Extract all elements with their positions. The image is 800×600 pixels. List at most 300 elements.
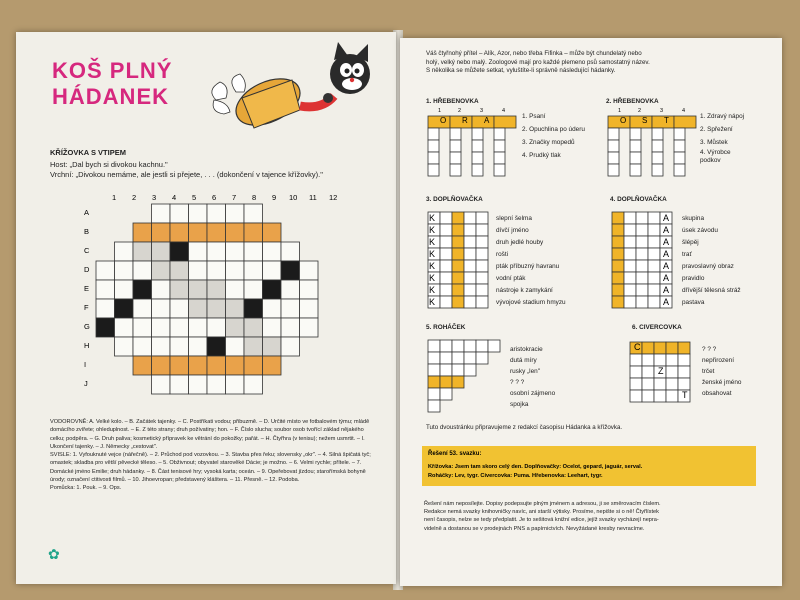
left-page: [16, 32, 396, 584]
staircase-cell: [476, 340, 488, 352]
crossword-cell: [263, 280, 282, 299]
crossword-cell: [207, 299, 226, 318]
clue: úsek závodu: [682, 227, 718, 234]
staircase-cell: [440, 388, 452, 400]
comb-tooth-cell: [428, 164, 439, 176]
comb-top-cell: [652, 116, 674, 128]
fill-cell: [624, 296, 636, 308]
comb-tooth-cell: [494, 128, 505, 140]
crossword-cell: [96, 261, 115, 280]
fill-cell: [476, 284, 488, 296]
puzzle-3-letters: [429, 212, 435, 308]
credit-line: Tuto dvoustránku připravujeme z redakcí časopisu Hádanka a křížovka.: [426, 424, 623, 431]
fill-cell: [464, 224, 476, 236]
row-letter: E: [84, 284, 90, 293]
grid-letter: A: [663, 249, 670, 259]
crossword-cell: [115, 337, 134, 356]
staircase-cell: [428, 376, 440, 388]
col-number: 8: [252, 193, 257, 202]
comb-number: 3: [480, 108, 484, 114]
crossword-cell: [300, 318, 319, 337]
grid-letter: A: [484, 116, 490, 125]
fill-cell: [648, 272, 660, 284]
comb-tooth-cell: [630, 164, 641, 176]
comb-tooth-cell: [494, 164, 505, 176]
crossword-clues: [50, 418, 374, 493]
clue: 2. Opuchlina po úderu: [522, 126, 585, 133]
staircase-cell: [428, 352, 440, 364]
crossword-cell: [189, 299, 208, 318]
fill-cell: [452, 236, 464, 248]
fill-cell: [612, 296, 624, 308]
grid-letter: O: [620, 116, 627, 125]
crossword-cell: [170, 337, 189, 356]
fill-cell: [464, 236, 476, 248]
staircase-cell: [428, 400, 440, 412]
grid-letter: A: [663, 225, 670, 235]
row-letter: A: [84, 208, 90, 217]
staircase-cell: [452, 364, 464, 376]
fill-cell: [612, 236, 624, 248]
fill-cell: [440, 224, 452, 236]
crossword-heading: KŘÍŽOVKA S VTIPEM: [50, 148, 126, 157]
comb-tooth-cell: [450, 152, 461, 164]
fill-cell: [624, 260, 636, 272]
puzzle-3-clues: [496, 213, 566, 309]
fill-cell: [636, 248, 648, 260]
crossword-cell: [244, 204, 263, 223]
crossword-cell: [226, 280, 245, 299]
clue: nepřirození: [702, 357, 734, 364]
grid-letter: T: [664, 116, 669, 125]
clues-vertical: SVISLE: 1. Vyfouknuté vejce (nářečně). – 2. Průchod pod vozovkou. – 3. Stavba přes řeku; slovensky „okr". – 4. Silná špičatá tyč; omastek; skladba pro větší pěvecké těleso. – 5. Obživnout; obyvatel starověké Dácie; je možno. – 6. Velmi rychle; přítele. – 7. Domácké jméno Emilie; druh hádanky. – 8. Část tenisové hry; vysoká karta; oceán. – 9. Opeřebovat jízdou; starořímská bohyně úrody; označení ctitivosti filmů. – 10. Jihoevropan; představený kláštera. – 11. Přesně. – 12. Podoba.: [50, 452, 371, 484]
crossword-cell: [207, 242, 226, 261]
crossword-cell: [96, 318, 115, 337]
crossword-cell: [115, 242, 134, 261]
clue: pastava: [682, 299, 705, 306]
row-letter: H: [84, 341, 90, 350]
crossword-cell: [170, 280, 189, 299]
comb-tooth-cell: [494, 140, 505, 152]
col-number: 10: [289, 193, 298, 202]
crossword-cell: [263, 261, 282, 280]
grid-letter: K: [429, 225, 436, 235]
fill-cell: [612, 272, 624, 284]
cat-illustration: [196, 40, 386, 150]
puzzle-1-title: 1. HŘEBENOVKA: [426, 98, 479, 105]
fill-cell: [452, 248, 464, 260]
grid-letter: C: [634, 342, 641, 352]
grid-letter: A: [663, 273, 670, 283]
col-number: 9: [272, 193, 277, 202]
fill-cell: [612, 212, 624, 224]
footer-line: videlně a dostanou se v prodejnách PNS a papírnictvích. Nevyžádané kresby nevracíme.: [424, 525, 645, 532]
clue: vývojové stadium hmyzu: [496, 299, 566, 306]
crossword-cell: [152, 375, 171, 394]
staircase-cell: [428, 388, 440, 400]
puzzle-6-letters: [632, 342, 694, 404]
grid-letter: K: [429, 249, 436, 259]
staircase-cell: [440, 340, 452, 352]
staircase-cell: [464, 364, 476, 376]
crossword-cell: [263, 242, 282, 261]
staircase-cell: [440, 364, 452, 376]
comb-tooth-cell: [674, 140, 685, 152]
puzzle-4-clues: [682, 213, 741, 309]
crossword-cell: [207, 337, 226, 356]
crossword-cell: [207, 261, 226, 280]
clue: pravidlo: [682, 275, 705, 282]
col-number: 7: [232, 193, 237, 202]
solution-box: [422, 446, 756, 486]
footer-line: Řešení nám neposílejte. Dopisy podepsujte plným jménem a adresou, ji se směrovacím číslem.: [424, 501, 661, 507]
staircase-cell: [428, 340, 440, 352]
comb-tooth-cell: [450, 140, 461, 152]
clue: 4. Výrobce podkov: [700, 149, 731, 164]
comb-tooth-cell: [608, 140, 619, 152]
crossword-cell: [189, 280, 208, 299]
comb-top-cell: [494, 116, 516, 128]
comb-tooth-cell: [674, 152, 685, 164]
solution-line-2: Roháčky: Lev, tygr. Civercovka: Puma. Hřebenovka: Leehart, tygr.: [428, 473, 603, 479]
comb-top-cell: [630, 116, 652, 128]
grid-letter: A: [663, 237, 670, 247]
comb-tooth-cell: [450, 128, 461, 140]
footer-line: Redakce nemá svazky knihovničky navíc, ani starší výtisky. Prosíme, nepište si o ně! Čtyřlístek: [424, 509, 659, 516]
fill-cell: [464, 248, 476, 260]
fill-cell: [452, 212, 464, 224]
clue: pravoslavný obraz: [682, 263, 734, 270]
crossword-cell: [207, 223, 226, 242]
comb-top-cell: [674, 116, 696, 128]
crossword-cell: [189, 242, 208, 261]
puzzle-2-title: 2. HŘEBENOVKA: [606, 98, 659, 105]
crossword-cell: [244, 375, 263, 394]
crossword-cell: [226, 261, 245, 280]
footer-line: není časopis, nelze se tedy předplatit. Je to sešitová knižní edice, jejíž svazky vycházejí nepra-: [424, 517, 659, 524]
fill-cell: [648, 296, 660, 308]
crossword-cell: [152, 337, 171, 356]
intro-line: holý, velký nebo malý. Zoologové mají pro každé plemeno psů samostatný název.: [426, 58, 650, 66]
crossword-cell: [133, 318, 152, 337]
fill-cell: [476, 296, 488, 308]
intro-line: Váš čtyřnohý přítel – Alík, Azor, nebo třeba Fifinka – může být chundelatý nebo: [426, 50, 642, 57]
clue: dřívější tělesná stráž: [682, 287, 741, 294]
clue: spojka: [510, 401, 529, 408]
fill-cell: [648, 248, 660, 260]
comb-tooth-cell: [428, 128, 439, 140]
crossword-cell: [133, 223, 152, 242]
crossword-cell: [152, 204, 171, 223]
clue: osobní zájmeno: [510, 390, 556, 397]
fill-cell: [464, 296, 476, 308]
fill-cell: [440, 236, 452, 248]
clues-horizontal: VODOROVNĚ: A. Velké kolo. – B. Začátek tajenky. – C. Postříkati vodou; přibuzmě. – D. Určité místo ve fotbalovém týmu; mládě domácího zvířete; ohleduplnost. – E. Z této strany; druh požívatiny; hon. – F. Číslo slucha; soubor osob tvořící základ nějakého celku; podpěra. – G. Druh paliva; kosmetický přípravek ke větrání do pokožky; pařát. – H. Čtyřhra (v tenisu); nežem usmrtit. – I. Ukončení tajenky. – J. Německy „cestovat".: [50, 419, 370, 450]
crossword-cell: [152, 242, 171, 261]
clue: rusky „len": [510, 368, 540, 375]
fill-cell: [464, 284, 476, 296]
clue: obsahovat: [702, 390, 732, 397]
crossword-cell: [300, 261, 319, 280]
solution-title: Řešení 53. svazku:: [428, 451, 482, 457]
crossword-cell: [133, 337, 152, 356]
crossword-cell: [133, 280, 152, 299]
fill-cell: [648, 260, 660, 272]
col-number: 3: [152, 193, 157, 202]
page-title-line2: HÁDANEK: [52, 84, 169, 109]
grid-letter: A: [663, 261, 670, 271]
crossword-cell: [189, 356, 208, 375]
crossword-cell: [115, 299, 134, 318]
comb-number: 1: [618, 108, 622, 114]
fill-cell: [464, 212, 476, 224]
clue: trať: [682, 251, 692, 258]
flower-icon: ✿: [48, 546, 60, 562]
intro-line: S několika se můžete setkat, vyluštíte-li správně následující hádanky.: [426, 67, 616, 75]
footer-note: [424, 500, 661, 533]
fill-cell: [464, 272, 476, 284]
clue: 1. Psaní: [522, 113, 546, 120]
comb-tooth-cell: [630, 140, 641, 152]
crossword-cell: [152, 280, 171, 299]
page-title-line1: KOŠ PLNÝ: [52, 58, 173, 83]
fill-cell: [452, 296, 464, 308]
right-page: [400, 38, 782, 586]
grid-letter: K: [429, 261, 436, 271]
crossword-cell: [189, 337, 208, 356]
fill-cell: [452, 224, 464, 236]
crossword-cell: [133, 242, 152, 261]
fill-cell: [612, 284, 624, 296]
crossword-cell: [226, 337, 245, 356]
crossword-cell: [189, 375, 208, 394]
crossword-cell: [96, 280, 115, 299]
fill-cell: [636, 224, 648, 236]
crossword-cell: [170, 223, 189, 242]
fill-cell: [636, 212, 648, 224]
crossword-cell: [170, 261, 189, 280]
fill-cell: [476, 236, 488, 248]
crossword-cell: [189, 223, 208, 242]
puzzle-3-title: 3. DOPLŇOVAČKA: [426, 196, 483, 203]
grid-letter: R: [462, 116, 468, 125]
crossword-cell: [170, 318, 189, 337]
fill-cell: [612, 224, 624, 236]
fill-cell: [452, 272, 464, 284]
puzzle-4-title: 4. DOPLŇOVAČKA: [610, 196, 667, 203]
crossword-cell: [244, 337, 263, 356]
puzzle-2-clues: [700, 110, 748, 165]
clue: nástroje k zamykání: [496, 287, 553, 294]
comb-top-cell: [450, 116, 472, 128]
crossword-cell: [281, 337, 300, 356]
fill-cell: [440, 296, 452, 308]
grid-letter: K: [429, 285, 436, 295]
crossword-cell: [281, 280, 300, 299]
clue: aristokracie: [510, 346, 543, 353]
clue: 4. Prudký tlak: [522, 152, 561, 159]
fill-cell: [624, 224, 636, 236]
grid-letter: O: [440, 116, 447, 125]
puzzle-1-grid: [428, 116, 518, 178]
puzzle-6-title: 6. CIVERCOVKA: [632, 324, 682, 331]
comb-tooth-cell: [652, 140, 663, 152]
puzzle-3-grid: [428, 212, 490, 308]
fill-cell: [476, 212, 488, 224]
grid-letter: K: [429, 297, 436, 307]
crossword-cell: [244, 261, 263, 280]
comb-tooth-cell: [652, 128, 663, 140]
fill-cell: [624, 272, 636, 284]
grid-letter: T: [682, 390, 688, 400]
fill-cell: [624, 212, 636, 224]
clue: skupina: [682, 215, 705, 222]
crossword-cell: [263, 299, 282, 318]
fill-cell: [636, 296, 648, 308]
crossword-cell: [152, 299, 171, 318]
comb-tooth-cell: [428, 140, 439, 152]
crossword-cell: [170, 299, 189, 318]
clue: 3. Můstek: [700, 139, 728, 146]
crossword-cell: [207, 204, 226, 223]
crossword-cell: [226, 318, 245, 337]
puzzle-5-clues: [510, 344, 555, 410]
clue: vodní pták: [496, 275, 526, 282]
grid-letter: K: [429, 213, 436, 223]
crossword-cell: [226, 356, 245, 375]
fill-cell: [476, 248, 488, 260]
fill-cell: [624, 284, 636, 296]
crossword-cell: [170, 356, 189, 375]
grid-letter: A: [663, 297, 670, 307]
crossword-cell: [189, 261, 208, 280]
crossword-cell: [281, 261, 300, 280]
clue: 1. Zdravý nápoj: [700, 113, 745, 120]
crossword-cell: [152, 356, 171, 375]
fill-cell: [612, 248, 624, 260]
crossword-cell: [207, 375, 226, 394]
crossword-cell: [170, 204, 189, 223]
col-number: 1: [112, 193, 117, 202]
comb-tooth-cell: [472, 152, 483, 164]
fill-cell: [452, 284, 464, 296]
col-number: 11: [309, 193, 317, 202]
crossword-cell: [263, 223, 282, 242]
fill-cell: [648, 236, 660, 248]
crossword-cell: [189, 204, 208, 223]
crossword-cell: [300, 299, 319, 318]
fill-cell: [440, 248, 452, 260]
crossword-cell: [226, 242, 245, 261]
crossword-cell: [189, 318, 208, 337]
fill-cell: [648, 224, 660, 236]
comb-tooth-cell: [608, 152, 619, 164]
crossword-cell: [115, 318, 134, 337]
crossword-cell: [281, 318, 300, 337]
grid-letter: S: [642, 116, 648, 125]
puzzle-2-grid: [608, 116, 698, 178]
staircase-cell: [464, 352, 476, 364]
fill-cell: [476, 272, 488, 284]
clue: ? ? ?: [510, 379, 525, 386]
fill-cell: [636, 272, 648, 284]
staircase-cell: [452, 352, 464, 364]
comb-tooth-cell: [472, 140, 483, 152]
clue: ženské jméno: [702, 379, 742, 386]
crossword-cell: [115, 261, 134, 280]
crossword-cell: [244, 299, 263, 318]
crossword-cell: [152, 261, 171, 280]
fill-cell: [440, 212, 452, 224]
comb-number: 2: [638, 108, 642, 114]
fill-cell: [636, 236, 648, 248]
clue: trčet: [702, 368, 715, 375]
clue: rošti: [496, 251, 509, 258]
comb-tooth-cell: [630, 152, 641, 164]
crossword-cell: [263, 356, 282, 375]
comb-tooth-cell: [472, 164, 483, 176]
row-letter: G: [84, 322, 90, 331]
fill-cell: [636, 284, 648, 296]
row-letter: C: [84, 246, 90, 255]
col-number: 12: [329, 193, 338, 202]
clue: pták příbuzný havranu: [496, 263, 560, 270]
fill-cell: [624, 248, 636, 260]
comb-tooth-cell: [608, 164, 619, 176]
crossword-cell: [226, 375, 245, 394]
clue: šlépěj: [682, 239, 699, 246]
comb-top-cell: [428, 116, 450, 128]
row-letter: J: [84, 379, 88, 388]
clue: 2. Spřežení: [700, 126, 733, 133]
staircase-cell: [464, 340, 476, 352]
col-number: 5: [192, 193, 197, 202]
intro-text: [426, 50, 776, 76]
row-letter: B: [84, 227, 90, 236]
crossword-cell: [263, 318, 282, 337]
crossword-cell: [170, 375, 189, 394]
fill-cell: [476, 260, 488, 272]
fill-cell: [464, 260, 476, 272]
staircase-cell: [452, 340, 464, 352]
fill-cell: [440, 284, 452, 296]
grid-letter: A: [663, 213, 670, 223]
crossword-cell: [281, 242, 300, 261]
clue: ? ? ?: [702, 346, 717, 353]
crossword-cell: [133, 356, 152, 375]
crossword-cell: [244, 242, 263, 261]
crossword-cell: [207, 356, 226, 375]
fill-cell: [624, 236, 636, 248]
puzzle-1-clues: [522, 110, 585, 162]
row-letter: F: [84, 303, 89, 312]
crossword-cell: [244, 223, 263, 242]
crossword-cell: [115, 280, 134, 299]
crossword-grid: [96, 204, 356, 404]
staircase-cell: [476, 352, 488, 364]
fill-cell: [440, 260, 452, 272]
comb-tooth-cell: [472, 128, 483, 140]
fill-cell: [452, 260, 464, 272]
comb-tooth-cell: [674, 128, 685, 140]
crossword-cell: [300, 280, 319, 299]
puzzle-5-title: 5. ROHÁČEK: [426, 324, 466, 331]
crossword-cell: [244, 280, 263, 299]
staircase-cell: [452, 376, 464, 388]
grid-letter: Z: [658, 366, 664, 376]
crossword-cell: [263, 337, 282, 356]
puzzle-5-grid: [428, 340, 508, 412]
